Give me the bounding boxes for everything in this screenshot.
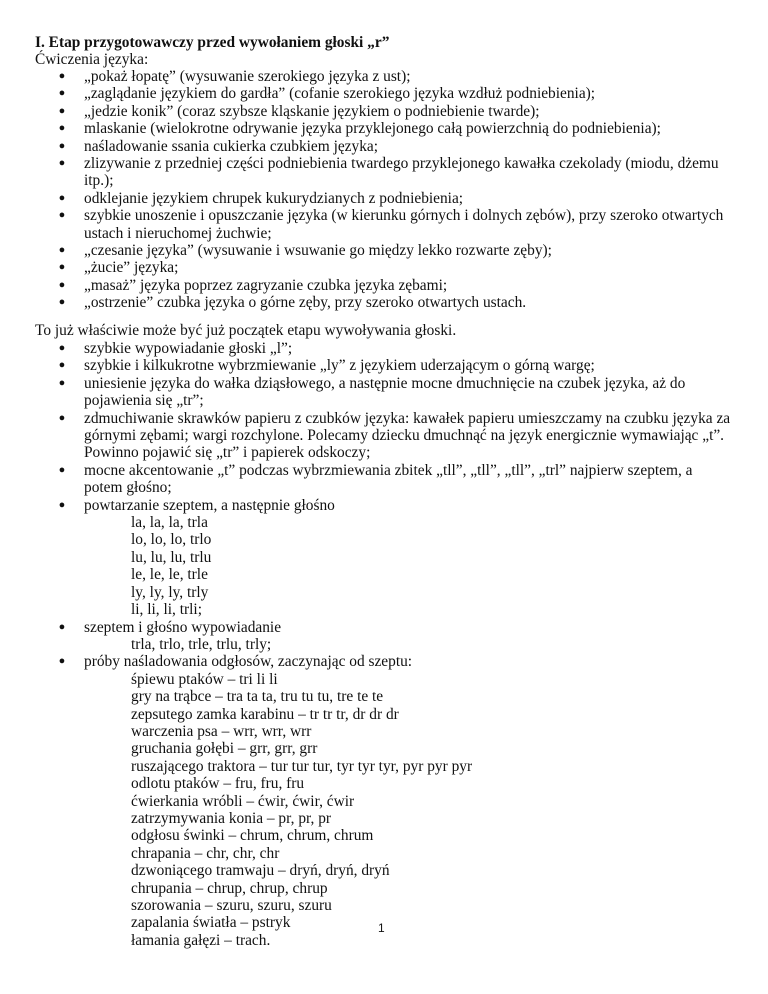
- bullet-icon: ●: [58, 278, 66, 291]
- list-item: ● „czesanie języka” (wysuwanie i wsuwanie go między lekko rozwarte zęby);: [84, 242, 734, 259]
- sound-line: gruchania gołębi – grr, grr, grr: [131, 740, 318, 758]
- exercises-list: [58, 68, 734, 312]
- bullet-icon: ●: [58, 139, 66, 152]
- bullet-icon: ●: [58, 376, 66, 389]
- bullet-icon: ●: [58, 655, 66, 668]
- sound-line: szorowania – szuru, szuru, szuru: [131, 897, 332, 914]
- list-item: ● odklejanie językiem chrupek kukurydzianych z podniebienia;: [84, 190, 734, 207]
- sound-line: ruszającego traktora – tur tur tur, tyr tyr tyr, pyr pyr pyr: [131, 757, 473, 775]
- bullet-icon: ●: [58, 244, 66, 257]
- bullet-icon: ●: [58, 191, 66, 204]
- repeat-lines: [131, 514, 734, 618]
- bullet-icon: ●: [58, 261, 66, 274]
- sound-line: odlotu ptaków – fru, fru, fru: [131, 775, 305, 793]
- sound-line: dzwoniącego tramwaju – dryń, dryń, dryń: [131, 862, 390, 880]
- sound-line: zatrzymywania konia – pr, pr, pr: [131, 809, 332, 827]
- list-item: ● próby naśladowania odgłosów, zaczynając od szeptu: śpiewu ptaków – tri li li gry na trąbce – tra ta ta, tru tu tu, tre te te zepsutego zamka karabinu – tr tr tr, dr dr dr warczenia psa – wrr, wrr, wrr gruchania gołębi – grr, grr, grr ruszającego traktora – tur tur tur, tyr tyr tyr, pyr pyr pyr odlotu ptaków – fru, fru, fru ćwierkania wróbli – ćwir, ćwir, ćwir zatrzymywania konia – pr, pr, pr odgłosu świnki – chrum, chrum, chrum chrapania – chr, chr, chr dzwoniącego tramwaju – dryń, dryń, dryń chrupania – chrup, chrup, chrup szorowania – szuru, szuru, szuru zapalania światła – pstryk łamania gałęzi – trach.: [84, 653, 734, 949]
- sound-line: chrapania – chr, chr, chr: [131, 844, 280, 862]
- bullet-icon: ●: [58, 463, 66, 476]
- practice-line: trla, trlo, trle, trlu, trly;: [131, 635, 272, 653]
- list-item: ● „pokaż łopatę” (wysuwanie szerokiego języka z ust);: [84, 68, 734, 85]
- bullet-icon: ●: [58, 296, 66, 309]
- sound-line: łamania gałęzi – trach.: [131, 931, 271, 949]
- sound-line: warczenia psa – wrr, wrr, wrr: [131, 722, 312, 740]
- list-item: ● uniesienie języka do wałka dziąsłowego, a następnie mocne dmuchnięcie na czubek języka, aż do pojawienia się „tr”;: [84, 375, 734, 410]
- bullet-icon: ●: [58, 342, 66, 354]
- list-item: ● „żucie” języka;: [84, 259, 734, 276]
- list-item: ● „zaglądanie językiem do gardła” (cofanie szerokiego języka wzdłuż podniebienia);: [84, 85, 734, 102]
- sound-line: ćwierkania wróbli – ćwir, ćwir, ćwir: [131, 792, 355, 810]
- list-item: ● naśladowanie ssania cukierka czubkiem języka;: [84, 138, 734, 155]
- practice-line: lu, lu, lu, trlu: [131, 548, 212, 566]
- list-item: ● mlaskanie (wielokrotne odrywanie języka przyklejonego całą powierzchnią do podniebienia);: [84, 120, 734, 137]
- sound-line: chrupania – chrup, chrup, chrup: [131, 879, 328, 897]
- steps-list: [58, 340, 734, 949]
- bullet-icon: ●: [58, 209, 66, 222]
- list-item: ● „masaż” języka poprzez zagryzanie czubka języka zębami;: [84, 277, 734, 294]
- section-heading: I. Etap przygotowawczy przed wywołaniem głoski „r”: [35, 34, 390, 51]
- sound-line: gry na trąbce – tra ta ta, tru tu tu, tre te te: [131, 688, 384, 706]
- bullet-icon: ●: [58, 620, 66, 633]
- list-item: ● szybkie unoszenie i opuszczanie języka (w kierunku górnych i dolnych zębów), przy szeroko otwartych ustach i nieruchomej żuchwie;: [84, 207, 734, 242]
- sound-line: zepsutego zamka karabinu – tr tr tr, dr dr dr: [131, 705, 399, 723]
- sound-line: odgłosu świnki – chrum, chrum, chrum: [131, 827, 374, 845]
- imitate-lines: [131, 671, 734, 950]
- list-item: ● „jedzie konik” (coraz szybsze kląskanie językiem o podniebienie twarde);: [84, 103, 734, 120]
- practice-line: li, li, li, trli;: [131, 601, 202, 619]
- bullet-icon: ●: [58, 122, 66, 135]
- list-item: ● zlizywanie z przedniej części podniebienia twardego przyklejonego kawałka czekolady (miodu, dżemu itp.);: [84, 155, 734, 190]
- bullet-icon: ●: [58, 359, 66, 372]
- bullet-icon: ●: [58, 411, 66, 424]
- intro-paragraph: To już właściwie może być już początek etapu wywoływania głoski.: [35, 322, 457, 339]
- exercises-title: Ćwiczenia języka:: [35, 51, 149, 68]
- list-item: ● zdmuchiwanie skrawków papieru z czubków języka: kawałek papieru umieszczamy na czubku języka za górnymi zębami; wargi rozchylone. Polecamy dziecku dmuchnąć na język energicznie wymawiając „t”. Powinno pojawić się „tr” i papierek odskoczy;: [84, 410, 734, 462]
- bullet-icon: ●: [58, 498, 66, 511]
- bullet-icon: ●: [58, 157, 66, 170]
- list-item: ● powtarzanie szeptem, a następnie głośno la, la, la, trla lo, lo, lo, trlo lu, lu, lu, trlu le, le, le, trle ly, ly, ly, trly li, li, li, trli;: [84, 497, 734, 619]
- practice-line: ly, ly, ly, trly: [131, 583, 209, 601]
- list-item: ● szybkie i kilkukrotne wybrzmiewanie „ly” z językiem uderzającym o górną wargę;: [84, 357, 734, 374]
- bullet-icon: ●: [58, 104, 66, 117]
- practice-line: le, le, le, trle: [131, 566, 208, 584]
- page-number: 1: [378, 921, 385, 935]
- list-item: ● mocne akcentowanie „t” podczas wybrzmiewania zbitek „tll”, „tll”, „tll”, „trl” najpierw szeptem, a potem głośno;: [84, 462, 734, 497]
- list-item: ● szybkie wypowiadanie głoski „l”;: [84, 340, 734, 357]
- bullet-icon: ●: [58, 70, 66, 82]
- practice-line: lo, lo, lo, trlo: [131, 531, 212, 549]
- sound-line: śpiewu ptaków – tri li li: [131, 670, 278, 688]
- sound-line: zapalania światła – pstryk: [131, 914, 291, 932]
- practice-line: la, la, la, trla: [131, 514, 208, 532]
- list-item: ● szeptem i głośno wypowiadanie trla, trlo, trle, trlu, trly;: [84, 619, 734, 654]
- list-item: ● „ostrzenie” czubka języka o górne zęby, przy szeroko otwartych ustach.: [84, 294, 734, 311]
- bullet-icon: ●: [58, 87, 66, 100]
